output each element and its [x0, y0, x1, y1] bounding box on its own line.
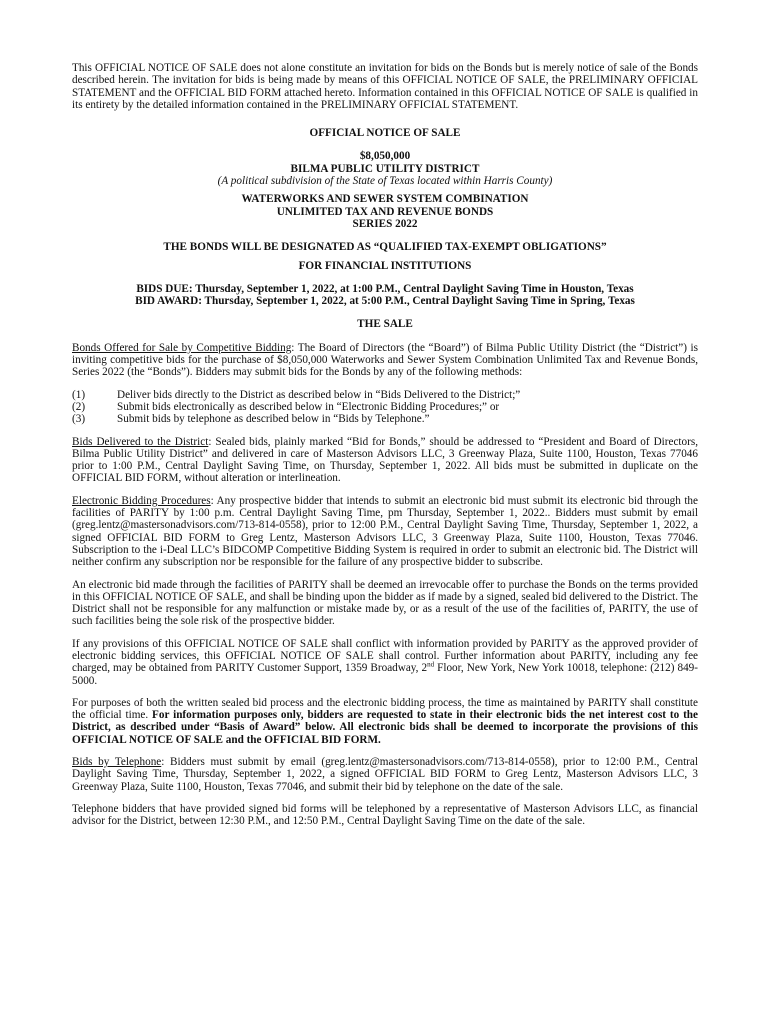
parity-conflict-text: If any provisions of this OFFICIAL NOTICE OF SALE shall conflict with information provided by PARITY as the approved provider of electronic bidding services, this OFFICIAL NOTICE OF SALE shall control. Further information about PARITY, including any fee charged, may be obtained from PARITY Customer Support, 1359 Broadway, 2 [72, 637, 698, 675]
official-time-bold-text: For information purposes only, bidders are requested to state in their electronic bids the net interest cost to the District, as described under “Basis of Award” below. All electronic bids shall be deemed to incorporate the provisions of this OFFICIAL NOTICE OF SALE and the OFFICIAL BID FORM. [72, 709, 698, 746]
designation-line2: FOR FINANCIAL INSTITUTIONS [298, 259, 472, 272]
irrevocable-offer-paragraph: An electronic bid made through the facilities of PARITY shall be deemed an irrevocable offer to purchase the Bonds on the terms provided in this OFFICIAL NOTICE OF SALE, and shall be binding upon the bidder as if made by a signed, sealed bid delivered to the District. The District shall not be responsible for any malfunction or mistake made by, or as a result of the use of the facilities of, PARITY, the use of such facilities being the sole risk of the prospective bidder. [72, 578, 698, 628]
bonds-title-line3: SERIES 2022 [352, 217, 418, 230]
bids-delivered-paragraph [72, 436, 698, 485]
competitive-bidding-paragraph [72, 342, 698, 379]
list-item-number: (2) [72, 400, 86, 413]
bids-by-telephone-heading: Bids by Telephone [72, 756, 162, 769]
notice-title: OFFICIAL NOTICE OF SALE [309, 127, 461, 140]
issuer-name: BILMA PUBLIC UTILITY DISTRICT [290, 162, 480, 175]
electronic-bidding-text: : Any prospective bidder that intends to submit an electronic bid must submit its electronic bid through the facilities of PARITY by 1:00 p.m. Central Daylight Saving Time, pm Thursday, September 1, 2022.. Bidders must submit by email (greg.lentz@mastersonadvisors.com/713-814-0558), prior to 12:00 P.M., Central Daylight Saving Time, Thursday, September 1, 2022, a signed OFFICIAL BID FORM to Greg Lentz, Masterson Advisors LLC, 3 Greenway Plaza, Suite 1100, Houston, Texas 77046. Subscription to the i-Deal LLC’s BIDCOMP Competitive Bidding System is required in order to submit an electronic bid. The District will neither confirm any subscription nor be responsible for the failure of any prospective bidder to subscribe. [72, 494, 698, 569]
electronic-bidding-heading: Electronic Bidding Procedures [72, 494, 211, 507]
bids-delivered-heading: Bids Delivered to the District [72, 435, 209, 448]
bids-by-telephone-text: : Bidders must submit by email (greg.lentz@mastersonadvisors.com/713-814-0558), prior to 12:00 P.M., Central Daylight Saving Time, Thursday, September 1, 2022, a signed OFFICIAL BID FORM to Greg Lentz, Masterson Advisors LLC, 3 Greenway Plaza, Suite 1100, Houston, Texas 77046, and submit their bid by telephone on the date of the sale. [72, 756, 698, 793]
list-item [72, 401, 698, 413]
competitive-bidding-text: : The Board of Directors (the “Board”) of Bilma Public Utility District (the “District”) is inviting competitive bids for the purchase of $8,050,000 Waterworks and Sewer System Combination Unlimited Tax and Revenue Bonds, Series 2022 (the “Bonds”). Bidders may submit bids for the Bonds by any of the following methods: [72, 341, 698, 379]
bids-by-telephone-paragraph [72, 756, 698, 793]
electronic-bidding-paragraph [72, 495, 698, 569]
list-item-text: Submit bids by telephone as described below in “Bids by Telephone.” [117, 413, 430, 426]
designation-line1: THE BONDS WILL BE DESIGNATED AS “QUALIFIED TAX-EXEMPT OBLIGATIONS” [163, 241, 607, 254]
list-item [72, 413, 698, 425]
list-item-number: (3) [72, 413, 86, 426]
telephone-bidders-paragraph: Telephone bidders that have provided signed bid forms will be telephoned by a representative of Masterson Advisors LLC, as financial advisor for the District, between 12:30 P.M., and 12:50 P.M., Central Daylight Saving Time on the date of the sale. [72, 802, 698, 828]
bond-amount: $8,050,000 [359, 150, 411, 163]
official-time-paragraph [72, 697, 698, 746]
bid-methods-list [72, 389, 698, 426]
ordinal-suffix: nd [427, 660, 435, 669]
bonds-title-line2: UNLIMITED TAX AND REVENUE BONDS [276, 205, 494, 218]
sale-heading: THE SALE [357, 318, 413, 331]
competitive-bidding-heading: Bonds Offered for Sale by Competitive Bidding [72, 341, 292, 354]
parity-conflict-text-end: Floor, New York, New York 10018, telephone: (212) 849-5000. [72, 662, 699, 687]
bonds-title-line1: WATERWORKS AND SEWER SYSTEM COMBINATION [241, 193, 529, 206]
list-item-number: (1) [72, 388, 86, 401]
bids-due: BIDS DUE: Thursday, September 1, 2022, at 1:00 P.M., Central Daylight Saving Time in Houston, Texas [136, 282, 634, 295]
bids-delivered-text: : Sealed bids, plainly marked “Bid for Bonds,” should be addressed to “President and Board of Directors, Bilma Public Utility District” and delivered in care of Masterson Advisors LLC, 3 Greenway Plaza, Suite 1100, Houston, Texas 77046 prior to 1:00 P.M., Central Daylight Saving Time, on Thursday, September 1, 2022. All bids must be submitted in duplicate on the OFFICIAL BID FORM, without alteration or interlineation. [72, 435, 698, 485]
parity-conflict-paragraph [72, 638, 698, 687]
bid-award: BID AWARD: Thursday, September 1, 2022, at 5:00 P.M., Central Daylight Saving Time in Spring, Texas [135, 295, 635, 308]
list-item [72, 389, 698, 401]
issuer-subdivision: (A political subdivision of the State of Texas located within Harris County) [217, 175, 553, 188]
list-item-text: Deliver bids directly to the District as described below in “Bids Delivered to the District;” [117, 388, 521, 401]
intro-paragraph: This OFFICIAL NOTICE OF SALE does not alone constitute an invitation for bids on the Bonds but is merely notice of sale of the Bonds described herein. The invitation for bids is being made by means of this OFFICIAL NOTICE OF SALE, the PRELIMINARY OFFICIAL STATEMENT and the OFFICIAL BID FORM attached hereto. Information contained in this OFFICIAL NOTICE OF SALE is qualified in its entirety by the detailed information contained in the PRELIMINARY OFFICIAL STATEMENT. [72, 62, 698, 111]
official-time-text: For purposes of both the written sealed bid process and the electronic bidding process, the time as maintained by PARITY shall constitute the official time. [72, 696, 698, 722]
list-item-text: Submit bids electronically as described below in “Electronic Bidding Procedures;” or [117, 400, 500, 413]
